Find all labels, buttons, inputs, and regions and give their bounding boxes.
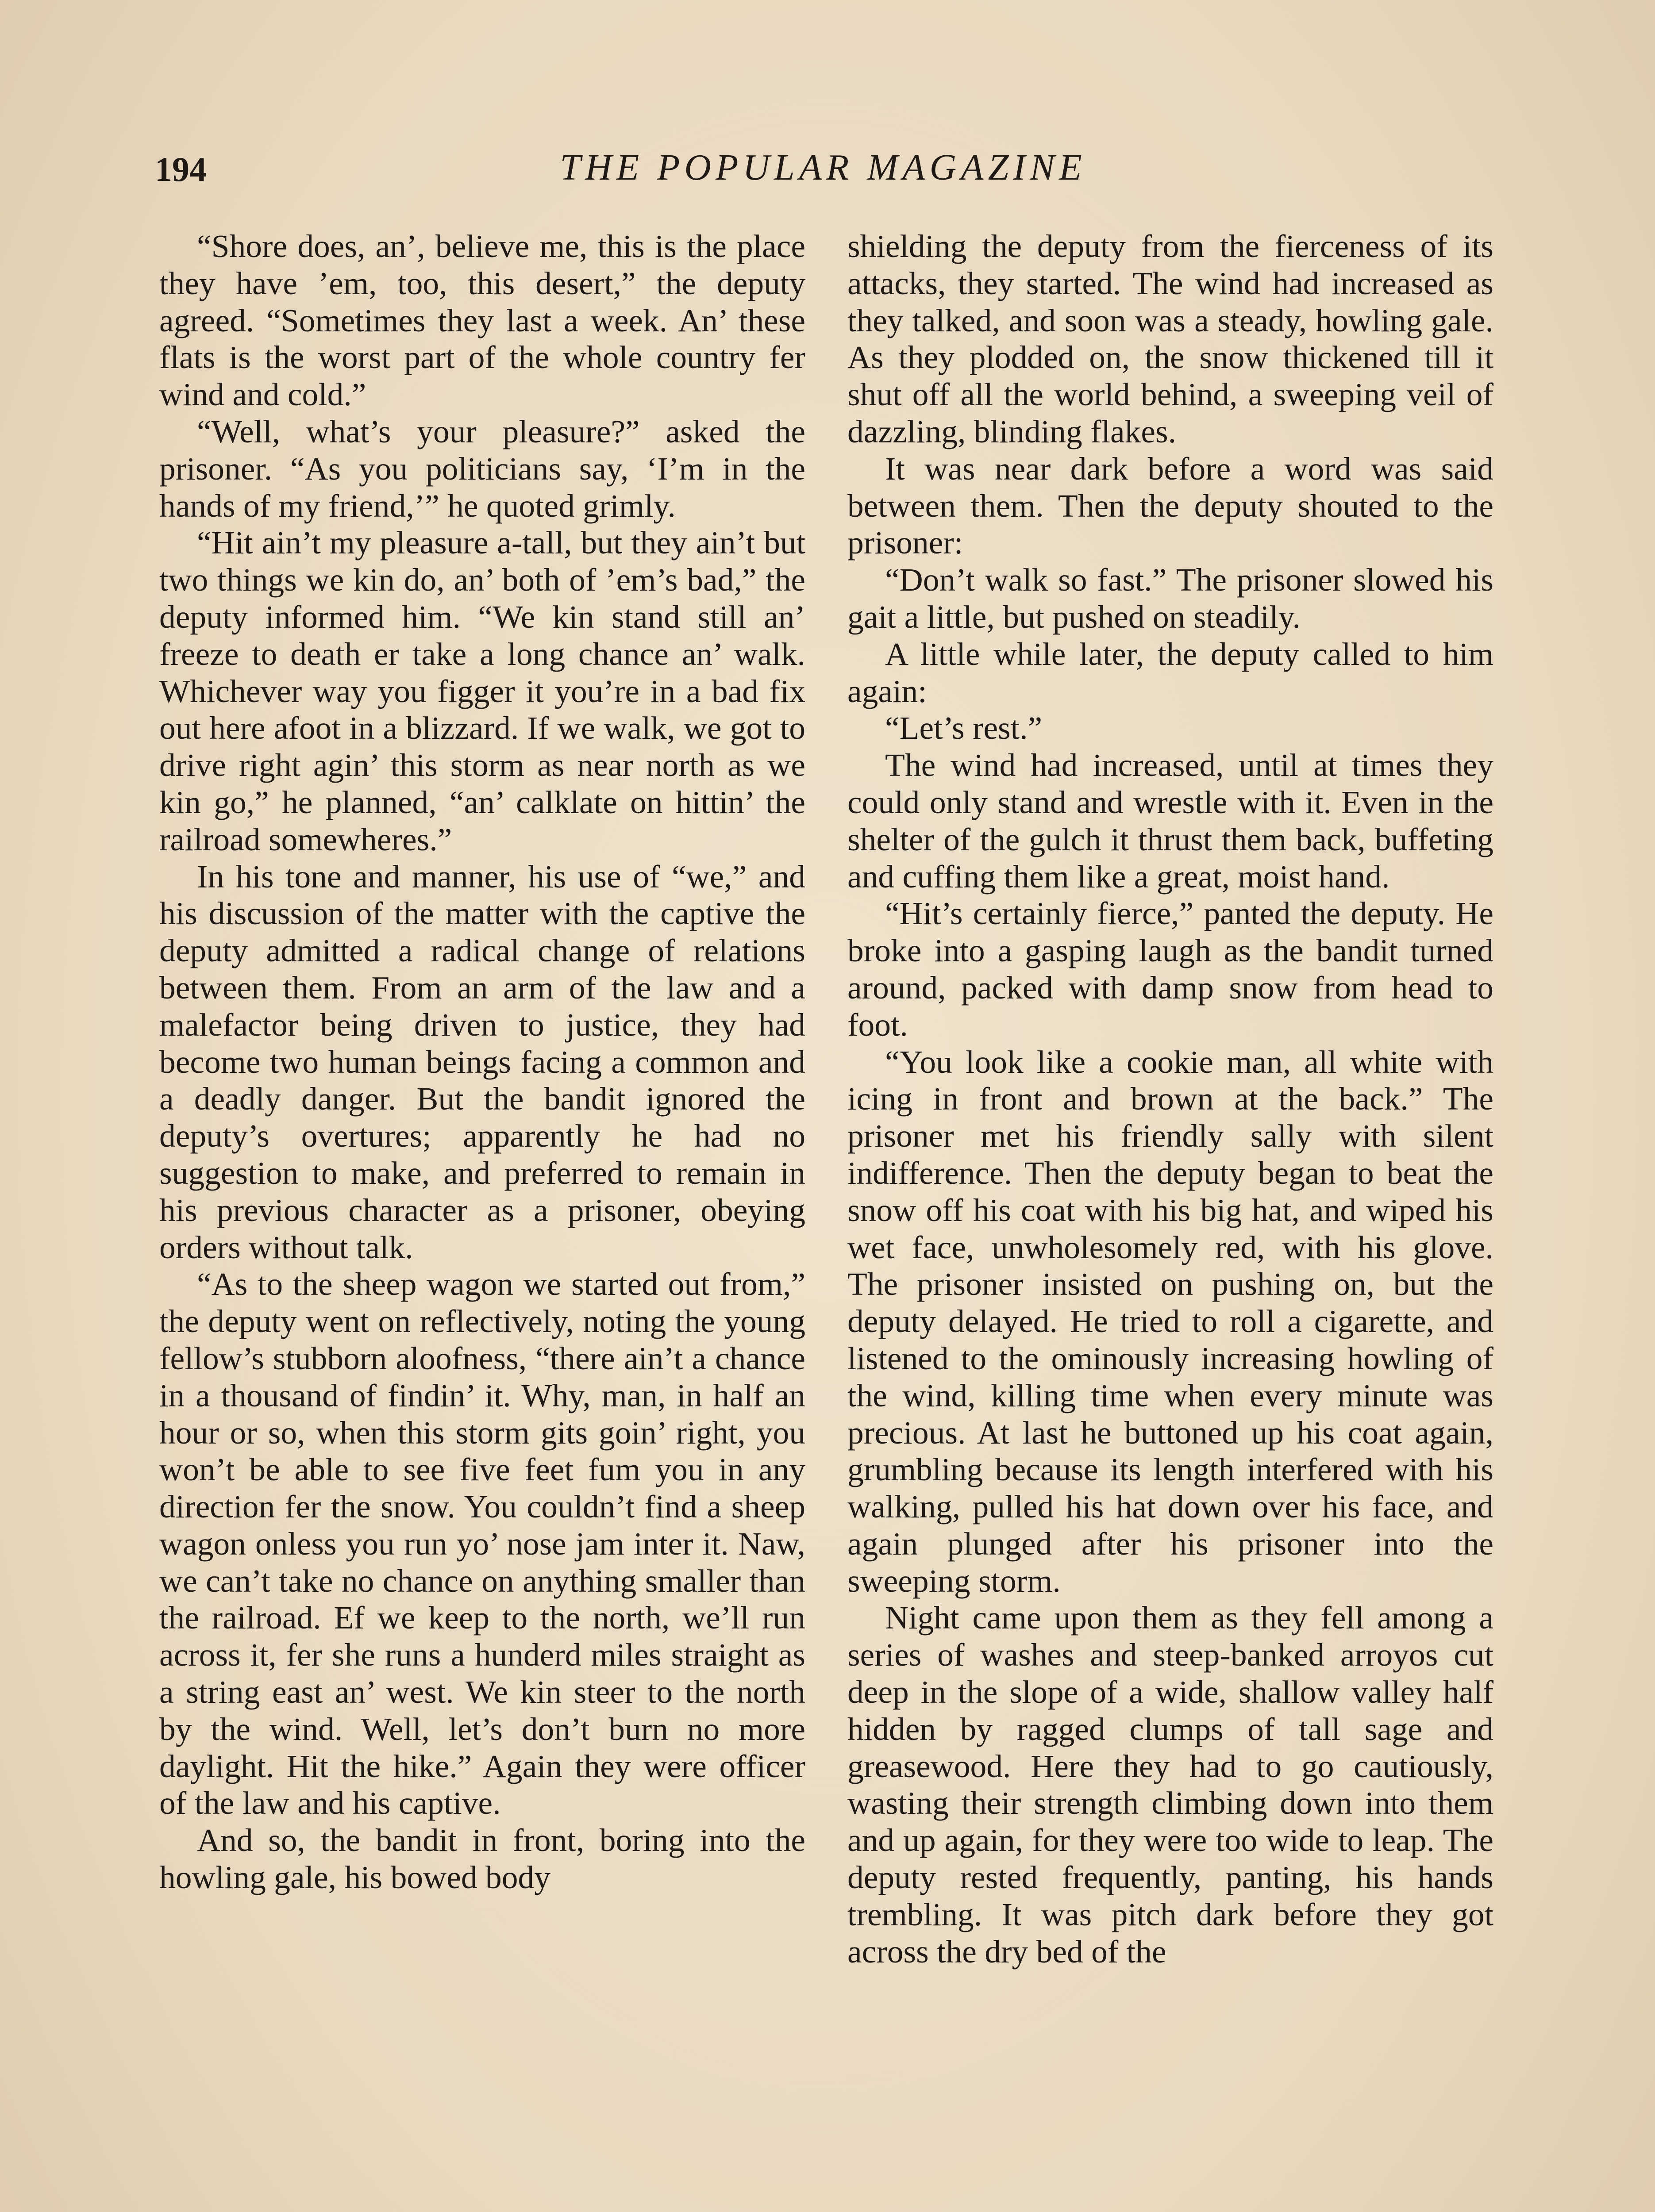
page-number: 194 (155, 150, 207, 188)
paragraph: “Let’s rest.” (885, 710, 1043, 746)
paragraph: A little while later, the deputy called to him again: (847, 636, 1493, 709)
paragraph: “Don’t walk so fast.” The prisoner slowed his gait a little, but pushed on steadily. (847, 562, 1493, 635)
paragraph: Night came upon them as they fell among a series of washes and steep-banked arroyos cut deep in the slope of a wide, shallow valley half hidden by ragged clumps of tall sage and greasewood. Here they had to go cautiously, wasting their strength climbing down into them and up again, for they were too wide to leap. The deputy rested frequently, panting, his hands trembling. It was pitch dark before they got across the dry bed of the (847, 1600, 1493, 1970)
paragraph: The wind had increased, until at times they could only stand and wrestle with it. Even in the shelter of the gulch it thrust them back, buffeting and cuffing them like a great, moist hand. (847, 747, 1493, 895)
paragraph: In his tone and manner, his use of “we,” and his discussion of the matter with the captive the deputy admitted a radical change of relations between them. From an arm of the law and a malefactor being driven to justice, they had become two human beings facing a common and a deadly danger. But the bandit ignored the deputy’s overtures; apparently he had no suggestion to make, and preferred to remain in his previous character as a prisoner, obeying orders without talk. (159, 858, 805, 1265)
paragraph: And so, the bandit in front, boring into the howling gale, his bowed body (159, 1822, 805, 1896)
paragraph: “Hit’s certainly fierce,” panted the deputy. He broke into a gasping laugh as the bandit turned around, packed with damp snow from head to foot. (847, 895, 1493, 1043)
right-column (847, 228, 1493, 2212)
paragraph: “Hit ain’t my pleasure a-tall, but they ain’t but two things we kin do, an’ both of ’em’s bad,” the deputy informed him. “We kin stand still an’ freeze to death er take a long chance an’ walk. Whichever way you figger it you’re in a bad fix out here afoot in a blizzard. If we walk, we got to drive right agin’ this storm as near north as we kin go,” he planned, “an’ calklate on hittin’ the railroad somewheres.” (159, 525, 805, 857)
paragraph: “As to the sheep wagon we started out from,” the deputy went on reflectively, noting the young fellow’s stubborn aloofness, “there ain’t a chance in a thousand of findin’ it. Why, man, in half an hour or so, when this storm gits goin’ right, you won’t be able to see five feet fum you in any direction fer the snow. You couldn’t find a sheep wagon onless you run yo’ nose jam inter it. Naw, we can’t take no chance on anything smaller than the railroad. Ef we keep to the north, we’ll run across it, fer she runs a hunderd miles straight as a string east an’ west. We kin steer to the north by the wind. Well, let’s don’t burn no more daylight. Hit the hike.” Again they were officer of the law and his captive. (159, 1266, 805, 1821)
page-header (155, 146, 1491, 199)
running-title: THE POPULAR MAGAZINE (560, 147, 1086, 188)
paragraph: It was near dark before a word was said between them. Then the deputy shouted to the prisoner: (847, 450, 1493, 561)
paragraph-continued: shielding the deputy from the fierceness of its attacks, they started. The wind had increased as they talked, and soon was a steady, howling gale. As they plodded on, the snow thickened till it shut off all the world behind, a sweeping veil of dazzling, blinding flakes. (847, 228, 1493, 449)
paragraph: “Shore does, an’, believe me, this is the place they have ’em, too, this desert,” the deputy agreed. “Sometimes they last a week. An’ these flats is the worst part of the whole country fer wind and cold.” (159, 228, 805, 413)
paragraph: “You look like a cookie man, all white with icing in front and brown at the back.” The prisoner met his friendly sally with silent indifference. Then the deputy began to beat the snow off his coat with his big hat, and wiped his wet face, unwholesomely red, with his glove. The prisoner insisted on pushing on, but the deputy delayed. He tried to roll a cigarette, and listened to the ominously increasing howling of the wind, killing time when every minute was precious. At last he buttoned up his coat again, grumbling because its length interfered with his walking, pulled his hat down over his face, and again plunged after his prisoner into the sweeping storm. (847, 1044, 1493, 1599)
left-column (159, 228, 805, 2212)
paragraph: “Well, what’s your pleasure?” asked the prisoner. “As you politicians say, ‘I’m in the hands of my friend,’” he quoted grimly. (159, 413, 805, 524)
